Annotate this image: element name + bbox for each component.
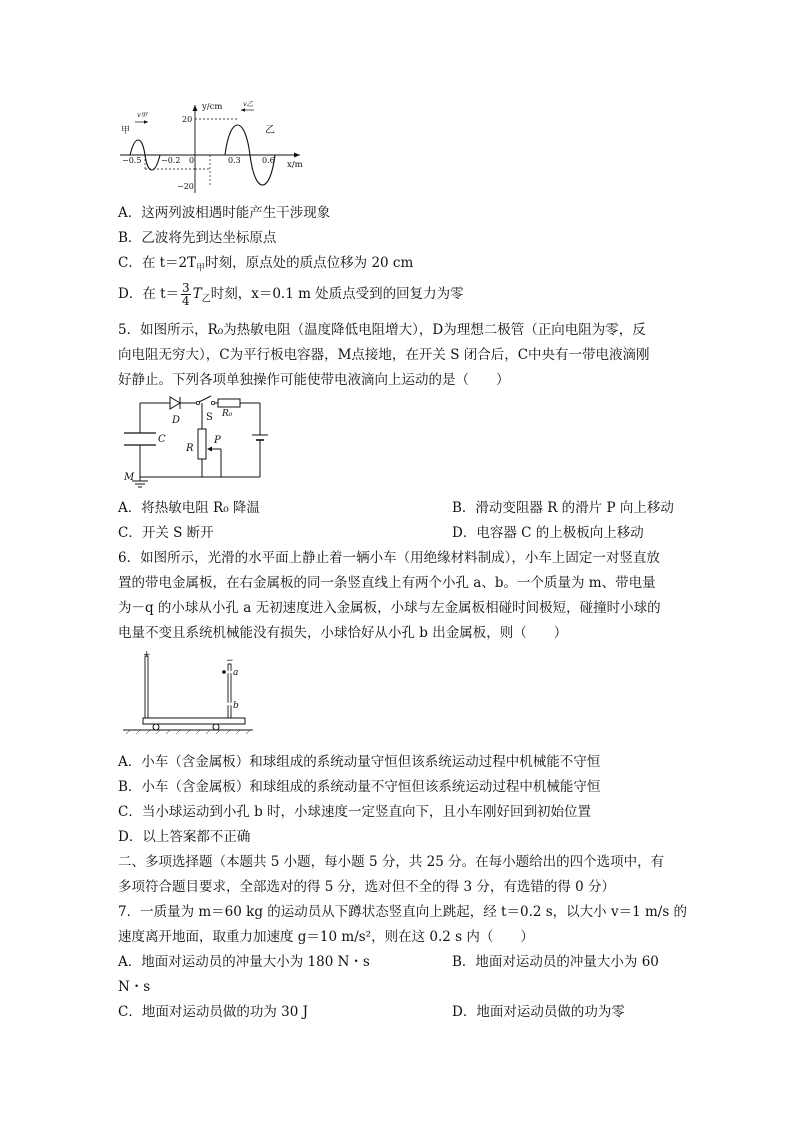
q5-option-a: A．将热敏电阻 R₀ 降温 bbox=[118, 500, 260, 516]
q4-option-d bbox=[118, 282, 464, 310]
tick-y-neg20: −20 bbox=[177, 182, 194, 191]
wave-jia-label: 甲 bbox=[121, 126, 131, 136]
label-d: D bbox=[172, 415, 181, 426]
label-hole-a: a bbox=[233, 668, 239, 678]
label-c: C bbox=[158, 434, 166, 445]
q7-stem-line-1: 7．一质量为 m＝60 kg 的运动员从下蹲状态竖直向上跳起，经 t＝0.2 s，以大小 v＝1 m/s 的 bbox=[118, 904, 688, 920]
q7-stem-line-2: 速度离开地面，取重力加速度 g＝10 m/s²，则在这 0.2 s 内（ ） bbox=[118, 929, 534, 945]
section2-line-2: 多项符合题目要求，全部选对的得 5 分，选对但不全的得 3 分，有选错的得 0 分） bbox=[118, 879, 616, 895]
q6-option-d: D．以上答案都不正确 bbox=[118, 829, 251, 845]
q6-option-c: C．当小球运动到小孔 b 时，小球速度一定竖直向下，且小车刚好回到初始位置 bbox=[118, 804, 592, 820]
q7-option-b-continued: N・s bbox=[118, 979, 151, 995]
tick-x-03: 0.3 bbox=[228, 156, 241, 165]
q6-stem-line-4: 电量不变且系统机械能没有损失，小球恰好从小孔 b 出金属板，则（ ） bbox=[118, 625, 568, 641]
q5-option-b: B．滑动变阻器 R 的滑片 P 向上移动 bbox=[452, 500, 674, 516]
q6-stem-line-1: 6．如图所示，光滑的水平面上静止着一辆小车（用绝缘材料制成），小车上固定一对竖直放 bbox=[118, 550, 660, 566]
q7-option-d: D．地面对运动员做的功为零 bbox=[452, 1004, 625, 1020]
q4-option-c-sub: 甲 bbox=[196, 263, 206, 274]
q4-option-a: A．这两列波相遇时能产生干涉现象 bbox=[118, 205, 331, 221]
q6-stem-line-3: 为－q 的小球从小孔 a 无初速度进入金属板，小球与左金属板相碰时间极短，碰撞时小球的 bbox=[118, 600, 661, 616]
q5-option-c: C．开关 S 断开 bbox=[118, 525, 214, 541]
q4-option-d-fraction bbox=[181, 282, 191, 307]
q5-stem-line-2: 向电阻无穷大），C为平行板电容器，M点接地，在开关 S 闭合后，C中央有一带电液滴刚 bbox=[118, 347, 650, 363]
v-jia-label: v甲 bbox=[137, 111, 148, 119]
q7-option-a: A．地面对运动员的冲量大小为 180 N・s bbox=[118, 954, 370, 970]
label-m: M bbox=[124, 472, 135, 483]
q5-option-d: D．电容器 C 的上极板向上移动 bbox=[452, 525, 644, 541]
q4-option-d-pre: D．在 t＝ bbox=[118, 286, 180, 302]
v-yi-label: v乙 bbox=[243, 100, 254, 108]
q4-option-d-sub: 乙 bbox=[201, 294, 211, 305]
q7-option-c: C．地面对运动员做的功为 30 J bbox=[118, 1004, 309, 1020]
q6-option-b: B．小车（含金属板）和球组成的系统动量不守恒但该系统运动过程中机械能守恒 bbox=[118, 779, 601, 795]
q4-option-d-t: T bbox=[192, 286, 202, 302]
label-hole-b: b bbox=[233, 701, 239, 711]
q4-option-b: B．乙波将先到达坐标原点 bbox=[118, 230, 277, 246]
q4-option-d-post: 时刻，x＝0.1 m 处质点受到的回复力为零 bbox=[210, 286, 464, 302]
circuit-figure bbox=[118, 393, 278, 491]
q4-option-c-pre: C．在 t＝2T bbox=[118, 255, 197, 271]
y-axis-label: y/cm bbox=[202, 102, 223, 112]
tick-y-20: 20 bbox=[182, 115, 193, 124]
x-axis-label: x/m bbox=[287, 160, 303, 170]
tick-x-neg02: −0.2 bbox=[161, 156, 181, 165]
q5-stem-line-1: 5．如图所示，R₀为热敏电阻（温度降低电阻增大），D为理想二极管（正向电阻为零，反 bbox=[118, 322, 646, 338]
label-plus: + bbox=[143, 650, 151, 660]
label-minus: − bbox=[226, 656, 234, 666]
tick-x-0: 0 bbox=[189, 156, 195, 165]
q6-stem-line-2: 置的带电金属板，在右金属板的同一条竖直线上有两个小孔 a、b。一个质量为 m、带电量 bbox=[118, 575, 656, 591]
label-r0: R₀ bbox=[222, 409, 233, 419]
wave-figure bbox=[115, 95, 325, 195]
q4-option-d-den: 4 bbox=[182, 294, 190, 308]
wave-yi-label: 乙 bbox=[265, 125, 275, 136]
q6-option-a: A．小车（含金属板）和球组成的系统动量守恒但该系统运动过程中机械能不守恒 bbox=[118, 754, 601, 770]
q4-option-c-post: 时刻，原点处的质点位移为 20 cm bbox=[205, 255, 414, 271]
section2-line-1: 二、多项选择题（本题共 5 小题，每小题 5 分，共 25 分。在每小题给出的四个选项中，有 bbox=[118, 854, 665, 870]
q4-option-d-num: 3 bbox=[182, 281, 190, 295]
q4-option-c bbox=[118, 253, 413, 279]
q7-option-b: B．地面对运动员的冲量大小为 60 bbox=[452, 954, 659, 970]
cart-figure bbox=[118, 648, 258, 740]
q5-stem-line-3: 好静止。下列各项单独操作可能使带电液滴向上运动的是（ ） bbox=[118, 372, 510, 388]
tick-x-neg05: −0.5 bbox=[122, 156, 142, 165]
label-s: S bbox=[206, 412, 213, 423]
label-p: P bbox=[214, 435, 221, 446]
tick-x-06: 0.6 bbox=[262, 156, 275, 165]
label-r: R bbox=[186, 443, 194, 454]
